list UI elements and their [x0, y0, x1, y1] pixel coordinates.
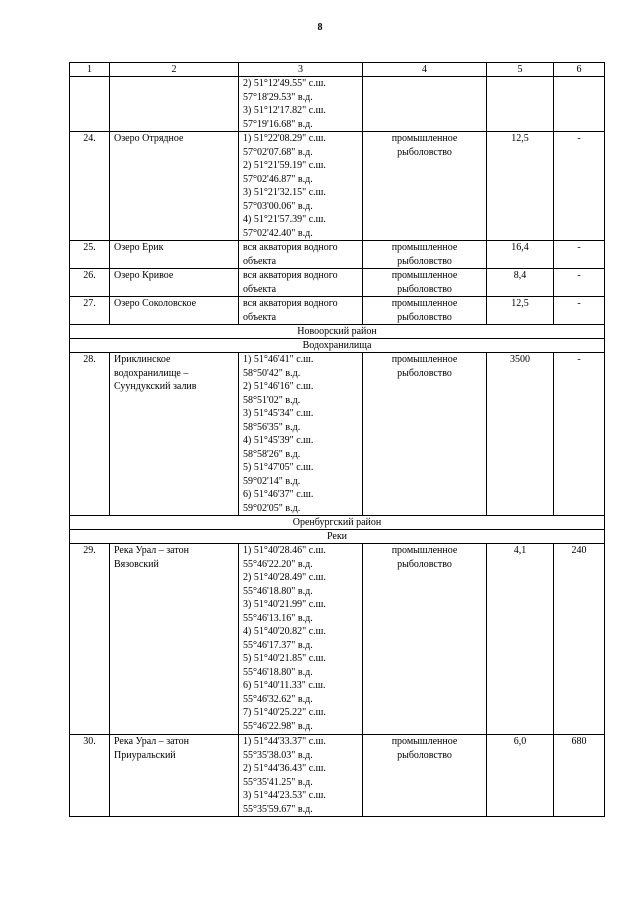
fishing-areas-table: [69, 62, 605, 817]
row-number: 30.: [70, 735, 110, 817]
coordinates-cell: [239, 77, 363, 132]
coordinate-line: 2) 51°21'59.19" с.ш.: [243, 160, 326, 171]
water-body-name: Озеро Соколовское: [110, 297, 239, 325]
row-number: [70, 77, 110, 132]
extra-value: -: [554, 353, 605, 516]
coordinate-line: 7) 51°40'25.22" с.ш.: [243, 707, 326, 718]
coordinate-line: 3) 51°40'21.99" с.ш.: [243, 599, 326, 610]
coordinate-line: 55°46'13.16" в.д.: [243, 612, 313, 624]
header-col-4: 4: [363, 63, 487, 77]
extra-value: -: [554, 132, 605, 241]
coordinate-line: 58°51'02" в.д.: [243, 394, 301, 406]
coordinate-line: 58°50'42" в.д.: [243, 367, 301, 379]
section-title: Водохранилища: [70, 339, 605, 353]
water-body-name: Ириклинское водохранилище – Суундукский залив: [110, 353, 239, 516]
row-number: 29.: [70, 544, 110, 735]
coordinate-line: 2) 51°44'36.43" с.ш.: [243, 763, 326, 774]
table-row: [70, 132, 605, 241]
area-value: 12,5: [487, 297, 554, 325]
area-value: 16,4: [487, 241, 554, 269]
extra-value: -: [554, 241, 605, 269]
header-col-6: 6: [554, 63, 605, 77]
coordinate-line: 57°18'29.53" в.д.: [243, 91, 313, 103]
row-number: 28.: [70, 353, 110, 516]
row-number: 27.: [70, 297, 110, 325]
coordinate-line: 59°02'14" в.д.: [243, 475, 301, 487]
water-body-name: Озеро Ерик: [110, 241, 239, 269]
table-row: [70, 77, 605, 132]
row-number: 24.: [70, 132, 110, 241]
coordinate-line: 55°35'59.67" в.д.: [243, 803, 313, 815]
usage-type: промышленное рыболовство: [363, 544, 487, 735]
coordinate-line: 3) 51°21'32.15" с.ш.: [243, 187, 326, 198]
coordinate-line: вся акватория водного объекта: [243, 298, 338, 323]
coordinates-cell: [239, 735, 363, 817]
section-row: [70, 516, 605, 530]
table-row: [70, 544, 605, 735]
page-number: 8: [317, 22, 323, 33]
table-row: [70, 353, 605, 516]
coordinate-line: 3) 51°44'23.53" с.ш.: [243, 790, 326, 801]
usage-type: промышленное рыболовство: [363, 353, 487, 516]
water-body-name: [110, 77, 239, 132]
extra-value: -: [554, 297, 605, 325]
table-row: [70, 241, 605, 269]
section-row: [70, 339, 605, 353]
coordinate-line: 1) 51°22'08.29" с.ш.: [243, 133, 326, 144]
coordinate-line: 59°02'05" в.д.: [243, 502, 301, 514]
coordinate-line: 5) 51°40'21.85" с.ш.: [243, 653, 326, 664]
coordinate-line: 2) 51°46'16" с.ш.: [243, 381, 314, 392]
coordinates-cell: [239, 353, 363, 516]
usage-type: промышленное рыболовство: [363, 735, 487, 817]
coordinate-line: 57°19'16.68" в.д.: [243, 118, 313, 130]
extra-value: 240: [554, 544, 605, 735]
area-value: 3500: [487, 353, 554, 516]
coordinate-line: 57°02'46.87" в.д.: [243, 173, 313, 185]
usage-type: промышленное рыболовство: [363, 297, 487, 325]
table-row: [70, 735, 605, 817]
section-row: [70, 325, 605, 339]
coordinate-line: 4) 51°45'39" с.ш.: [243, 435, 314, 446]
extra-value: -: [554, 269, 605, 297]
row-number: 26.: [70, 269, 110, 297]
section-title: Реки: [70, 530, 605, 544]
coordinate-line: 55°35'38.03" в.д.: [243, 749, 313, 761]
coordinates-cell: [239, 297, 363, 325]
header-col-2: 2: [110, 63, 239, 77]
coordinate-line: 55°46'18.80" в.д.: [243, 585, 313, 597]
water-body-name: Река Урал – затон Приуральский: [110, 735, 239, 817]
coordinate-line: 57°02'07.68" в.д.: [243, 146, 313, 158]
coordinate-line: 55°46'22.20" в.д.: [243, 558, 313, 570]
usage-type: промышленное рыболовство: [363, 241, 487, 269]
coordinate-line: 1) 51°44'33.37" с.ш.: [243, 736, 326, 747]
area-value: 6,0: [487, 735, 554, 817]
section-title: Новоорский район: [70, 325, 605, 339]
area-value: 12,5: [487, 132, 554, 241]
coordinates-cell: [239, 544, 363, 735]
section-row: [70, 530, 605, 544]
coordinate-line: 2) 51°40'28.49" с.ш.: [243, 572, 326, 583]
usage-type: промышленное рыболовство: [363, 132, 487, 241]
coordinate-line: 55°46'17.37" в.д.: [243, 639, 313, 651]
coordinate-line: вся акватория водного объекта: [243, 270, 338, 295]
coordinate-line: 58°56'35" в.д.: [243, 421, 301, 433]
coordinate-line: 58°58'26" в.д.: [243, 448, 301, 460]
coordinate-line: 6) 51°46'37" с.ш.: [243, 489, 314, 500]
header-col-3: 3: [239, 63, 363, 77]
coordinate-line: 1) 51°46'41" с.ш.: [243, 354, 314, 365]
row-number: 25.: [70, 241, 110, 269]
header-col-1: 1: [70, 63, 110, 77]
coordinate-line: 2) 51°12'49.55" с.ш.: [243, 78, 326, 89]
table-row: [70, 269, 605, 297]
coordinate-line: 4) 51°21'57.39" с.ш.: [243, 214, 326, 225]
table-header-row: [70, 63, 605, 77]
area-value: 4,1: [487, 544, 554, 735]
header-col-5: 5: [487, 63, 554, 77]
coordinate-line: 55°46'18.80" в.д.: [243, 666, 313, 678]
table-row: [70, 297, 605, 325]
water-body-name: Озеро Кривое: [110, 269, 239, 297]
area-value: [487, 77, 554, 132]
coordinate-line: 55°35'41.25" в.д.: [243, 776, 313, 788]
coordinate-line: 1) 51°40'28.46" с.ш.: [243, 545, 326, 556]
coordinate-line: 57°02'42.40" в.д.: [243, 227, 313, 239]
coordinate-line: 3) 51°12'17.82" с.ш.: [243, 105, 326, 116]
extra-value: 680: [554, 735, 605, 817]
coordinates-cell: [239, 241, 363, 269]
coordinate-line: 5) 51°47'05" с.ш.: [243, 462, 314, 473]
area-value: 8,4: [487, 269, 554, 297]
water-body-name: Река Урал – затон Вязовский: [110, 544, 239, 735]
coordinate-line: 6) 51°40'11.33" с.ш.: [243, 680, 326, 691]
coordinate-line: 4) 51°40'20.82" с.ш.: [243, 626, 326, 637]
usage-type: [363, 77, 487, 132]
coordinates-cell: [239, 269, 363, 297]
coordinate-line: 55°46'22.98" в.д.: [243, 720, 313, 732]
section-title: Оренбургский район: [70, 516, 605, 530]
usage-type: промышленное рыболовство: [363, 269, 487, 297]
extra-value: [554, 77, 605, 132]
coordinate-line: 57°03'00.06" в.д.: [243, 200, 313, 212]
coordinate-line: 55°46'32.62" в.д.: [243, 693, 313, 705]
coordinate-line: вся акватория водного объекта: [243, 242, 338, 267]
coordinates-cell: [239, 132, 363, 241]
water-body-name: Озеро Отрядное: [110, 132, 239, 241]
coordinate-line: 3) 51°45'34" с.ш.: [243, 408, 314, 419]
